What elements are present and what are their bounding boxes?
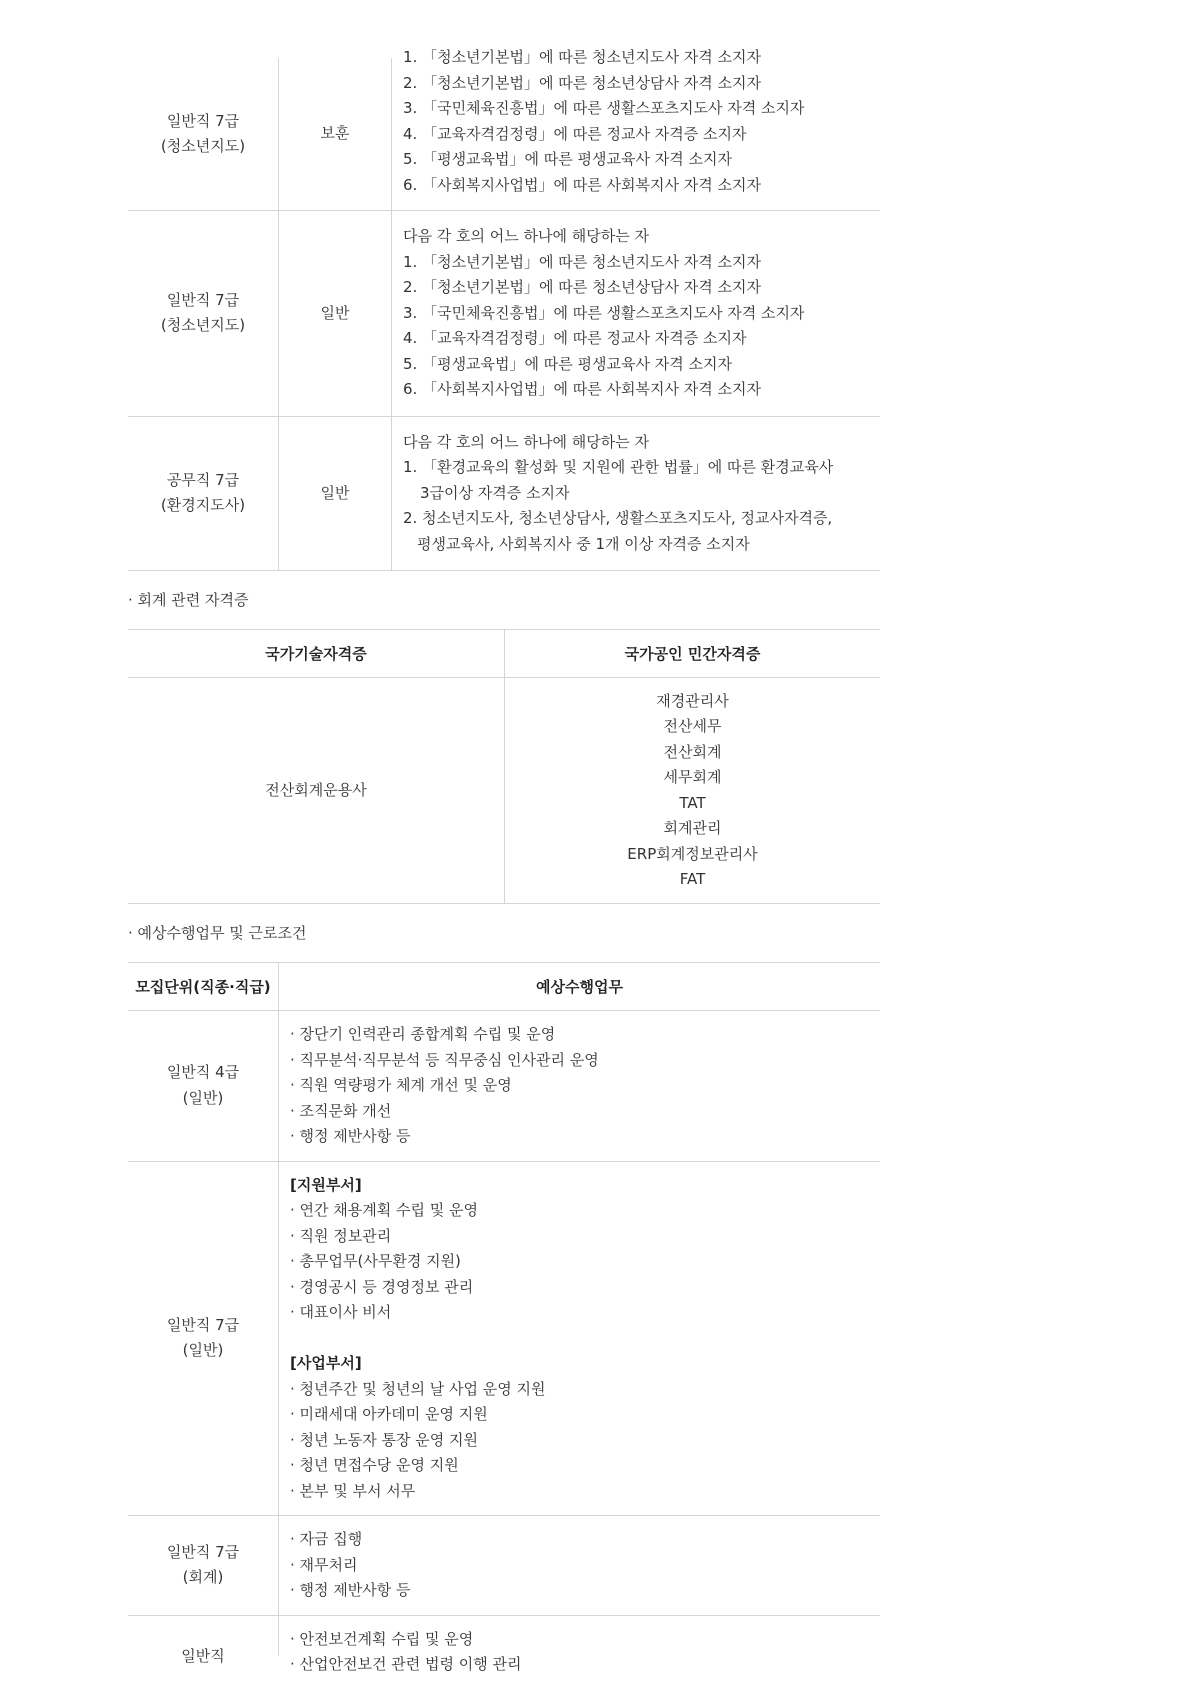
unit-cell [128, 58, 279, 211]
unit-line: (청소년지도) [160, 137, 246, 155]
unit-cell [128, 416, 279, 571]
requirement-line: 2. 「청소년기본법」에 따른 청소년상담사 자격 소지자 [403, 73, 761, 92]
section-title-accounting: · 회계 관련 자격증 [128, 591, 249, 609]
table-row [128, 678, 880, 904]
duty-item: · 행정 제반사항 등 [290, 1581, 411, 1599]
duty-item: · 재무처리 [290, 1555, 358, 1574]
table-header-row [128, 630, 880, 678]
table-row [128, 58, 880, 211]
requirement-line: 4. 「교육자격검정령」에 따른 정교사 자격증 소지자 [403, 124, 747, 143]
requirement-line: 4. 「교육자격검정령」에 따른 정교사 자격증 소지자 [403, 329, 747, 347]
accounting-table [128, 629, 880, 904]
duty-item: · 본부 및 부서 서무 [290, 1481, 416, 1500]
duty-item: · 장단기 인력관리 종합계획 수립 및 운영 [290, 1025, 556, 1043]
unit-line: 일반직 [181, 1646, 225, 1665]
requirement-line: 평생교육사, 사회복지사 중 1개 이상 자격증 소지자 [417, 534, 750, 553]
duties-cell [279, 1161, 881, 1516]
requirement-cell [392, 211, 881, 417]
requirement-line: 6. 「사회복지사업법」에 따른 사회복지사 자격 소지자 [403, 380, 761, 398]
requirement-line: 3. 「국민체육진흥법」에 따른 생활스포츠지도사 자격 소지자 [403, 303, 805, 322]
duty-item: · 조직문화 개선 [290, 1101, 392, 1120]
unit-line: (환경지도사) [160, 496, 246, 515]
duty-item: · 청년주간 및 청년의 날 사업 운영 지원 [290, 1379, 546, 1398]
duties-table [128, 962, 880, 1673]
section-title-duties: · 예상수행업무 및 근로조건 [128, 924, 307, 942]
duty-item: · 산업안전보건 관련 법령 이행 관리 [290, 1655, 522, 1673]
duties-cell [279, 1516, 881, 1616]
duty-item: · 청년 면접수당 운영 지원 [290, 1456, 459, 1474]
document-page [128, 0, 880, 1673]
duty-item: · 직무분석·직무분석 등 직무중심 인사관리 운영 [290, 1050, 599, 1069]
requirement-line: 1. 「청소년기본법」에 따른 청소년지도사 자격 소지자 [403, 48, 761, 66]
column-header: 모집단위(직종·직급) [128, 963, 279, 1011]
unit-cell [128, 1161, 279, 1516]
duties-cell [279, 1615, 881, 1673]
requirement-line: 1. 「청소년기본법」에 따른 청소년지도사 자격 소지자 [403, 252, 761, 271]
table-row [128, 1516, 880, 1616]
unit-line: (회계) [182, 1568, 224, 1587]
unit-line: (청소년지도) [160, 316, 246, 335]
duty-item: · 직원 역량평가 체계 개선 및 운영 [290, 1076, 512, 1094]
unit-cell [128, 1615, 279, 1665]
unit-line: 공무직 7급 [166, 470, 240, 489]
table-row [128, 1615, 880, 1656]
private-cert-cell [505, 678, 881, 904]
type-cell: 보훈 [279, 58, 392, 211]
unit-line: 일반직 7급 [166, 1315, 240, 1334]
spacer [290, 1326, 880, 1352]
table-row [128, 1161, 880, 1516]
duty-item: · 행정 제반사항 등 [290, 1127, 411, 1145]
cert-item: 재경관리사 [656, 691, 729, 710]
requirement-line: 다음 각 호의 어느 하나에 해당하는 자 [403, 432, 649, 451]
duty-item: · 미래세대 아카데미 운영 지원 [290, 1405, 488, 1423]
requirement-line: 1. 「환경교육의 활성화 및 지원에 관한 법률」에 따른 환경교육사 [403, 458, 834, 476]
unit-line: (일반) [182, 1088, 224, 1107]
requirement-line: 2. 「청소년기본법」에 따른 청소년상담사 자격 소지자 [403, 278, 761, 296]
duty-item: · 연간 채용계획 수립 및 운영 [290, 1201, 478, 1219]
duty-item: · 대표이사 비서 [290, 1303, 392, 1321]
table-row [128, 1011, 880, 1162]
unit-cell [128, 1011, 279, 1162]
cert-item: 전산회계운용사 [265, 780, 367, 799]
requirement-line: 3급이상 자격증 소지자 [420, 483, 570, 502]
cert-item: TAT [679, 793, 706, 812]
cert-item: 전산회계 [663, 742, 722, 761]
cert-item: 회계관리 [663, 819, 722, 837]
table-row [128, 211, 880, 417]
duty-item: · 청년 노동자 통장 운영 지원 [290, 1430, 478, 1449]
duty-group-heading: [지원부서] [290, 1175, 362, 1194]
requirement-line: 2. 청소년지도사, 청소년상담사, 생활스포츠지도사, 정교사자격증, [403, 509, 833, 527]
requirement-cell [392, 416, 881, 571]
unit-cell [128, 1516, 279, 1616]
duties-cell [279, 1011, 881, 1162]
qualification-table [128, 48, 880, 571]
unit-cell [128, 211, 279, 417]
cert-item: FAT [679, 870, 706, 888]
type-cell: 일반 [279, 211, 392, 417]
duty-item: · 총무업무(사무환경 지원) [290, 1252, 461, 1270]
requirement-line: 6. 「사회복지사업법」에 따른 사회복지사 자격 소지자 [403, 175, 761, 194]
duty-item: · 안전보건계획 수립 및 운영 [290, 1629, 474, 1648]
cert-item: 세무회계 [663, 768, 722, 786]
duty-item: · 직원 정보관리 [290, 1226, 392, 1245]
table-header-row [128, 963, 880, 1011]
unit-line: 일반직 7급 [166, 290, 240, 309]
requirement-line: 3. 「국민체육진흥법」에 따른 생활스포츠지도사 자격 소지자 [403, 99, 805, 117]
duty-item: · 경영공시 등 경영정보 관리 [290, 1277, 474, 1296]
column-header: 예상수행업무 [279, 963, 881, 1011]
national-cert-cell [128, 678, 505, 904]
requirement-line: 5. 「평생교육법」에 따른 평생교육사 자격 소지자 [403, 150, 732, 168]
table-row [128, 416, 880, 571]
cert-item: 전산세무 [663, 717, 722, 735]
unit-line: 일반직 4급 [166, 1063, 240, 1082]
duty-group-heading: [사업부서] [290, 1354, 362, 1372]
unit-line: 일반직 7급 [166, 1542, 240, 1561]
requirement-line: 다음 각 호의 어느 하나에 해당하는 자 [403, 227, 649, 245]
unit-line: 일반직 7급 [166, 111, 240, 130]
requirement-cell [392, 48, 881, 211]
column-header: 국가공인 민간자격증 [505, 630, 881, 678]
unit-line: (일반) [182, 1341, 224, 1360]
column-header: 국가기술자격증 [128, 630, 505, 678]
requirement-line: 5. 「평생교육법」에 따른 평생교육사 자격 소지자 [403, 354, 732, 373]
type-cell: 일반 [279, 416, 392, 571]
cert-item: ERP회계정보관리사 [627, 844, 758, 863]
duty-item: · 자금 집행 [290, 1530, 363, 1548]
